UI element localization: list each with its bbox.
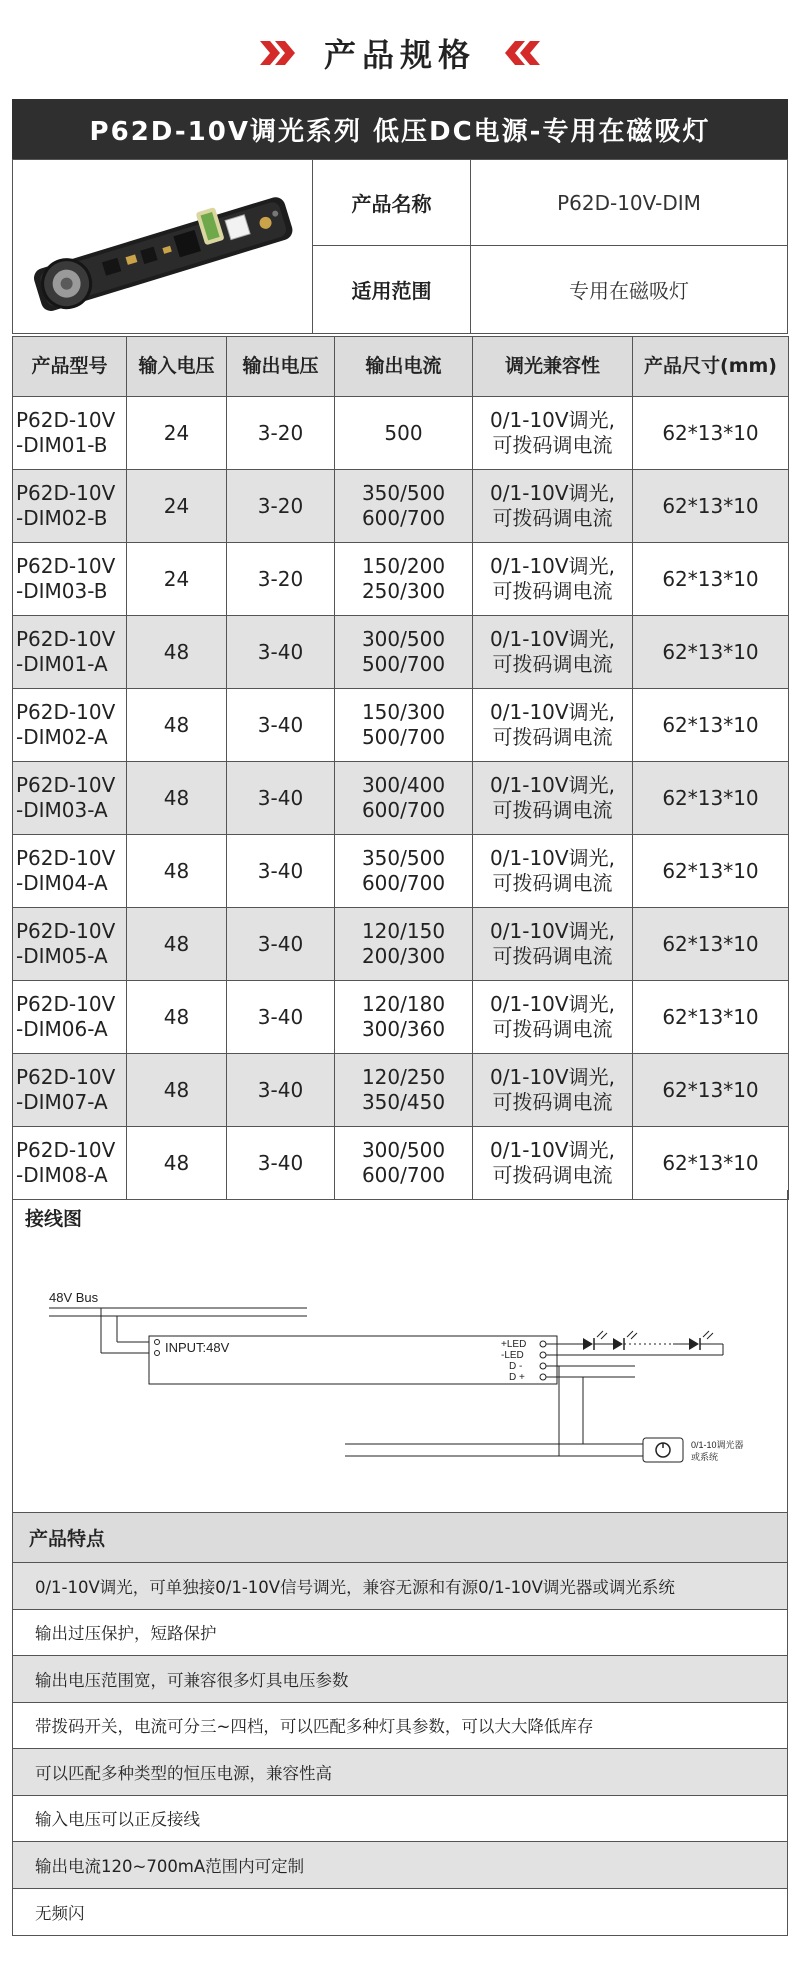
cell-model: P62D-10V -DIM03-A [13, 762, 127, 835]
pin-d-minus: D - [509, 1361, 523, 1372]
cell-output-voltage: 3-40 [227, 762, 335, 835]
cell-size: 62*13*10 [633, 1127, 789, 1200]
cell-dimming: 0/1-10V调光, 可拨码调电流 [473, 470, 633, 543]
cell-output-voltage: 3-40 [227, 1127, 335, 1200]
feature-item: 输入电压可以正反接线 [13, 1796, 787, 1843]
cell-size: 62*13*10 [633, 762, 789, 835]
cell-input-voltage: 48 [127, 908, 227, 981]
feature-item: 输出电压范围宽，可兼容很多灯具电压参数 [13, 1656, 787, 1703]
diagram-title: 接线图 [25, 1208, 83, 1230]
cell-input-voltage: 48 [127, 762, 227, 835]
double-chevron-left-icon [502, 39, 542, 67]
cell-input-voltage: 48 [127, 1054, 227, 1127]
cell-model: P62D-10V -DIM02-B [13, 470, 127, 543]
table-row [13, 689, 789, 762]
features-title: 产品特点 [13, 1513, 787, 1563]
cell-size: 62*13*10 [633, 397, 789, 470]
cell-output-voltage: 3-40 [227, 1054, 335, 1127]
cell-dimming: 0/1-10V调光, 可拨码调电流 [473, 543, 633, 616]
bus-label: 48V Bus [49, 1290, 99, 1305]
feature-item: 可以匹配多种类型的恒压电源，兼容性高 [13, 1749, 787, 1796]
cell-model: P62D-10V -DIM04-A [13, 835, 127, 908]
features-section [12, 1512, 788, 1936]
cell-output-current: 120/250 350/450 [335, 1054, 473, 1127]
cell-model: P62D-10V -DIM03-B [13, 543, 127, 616]
cell-size: 62*13*10 [633, 616, 789, 689]
cell-model: P62D-10V -DIM01-B [13, 397, 127, 470]
cell-model: P62D-10V -DIM08-A [13, 1127, 127, 1200]
product-name-value: P62D-10V-DIM [471, 160, 787, 246]
cell-model: P62D-10V -DIM06-A [13, 981, 127, 1054]
series-banner: P62D-10V调光系列 低压DC电源-专用在磁吸灯 [12, 99, 788, 159]
led-icon [689, 1331, 713, 1350]
cell-size: 62*13*10 [633, 1054, 789, 1127]
table-row [13, 1054, 789, 1127]
feature-item: 输出过压保护，短路保护 [13, 1610, 787, 1657]
led-icon [613, 1331, 637, 1350]
cell-output-voltage: 3-40 [227, 616, 335, 689]
cell-output-current: 120/150 200/300 [335, 908, 473, 981]
cell-model: P62D-10V -DIM02-A [13, 689, 127, 762]
scope-label: 适用范围 [313, 246, 471, 333]
double-chevron-right-icon [258, 39, 298, 67]
cell-size: 62*13*10 [633, 835, 789, 908]
cell-output-current: 150/200 250/300 [335, 543, 473, 616]
header-size: 产品尺寸(mm) [633, 337, 789, 397]
cell-dimming: 0/1-10V调光, 可拨码调电流 [473, 1054, 633, 1127]
cell-size: 62*13*10 [633, 470, 789, 543]
cell-output-current: 300/500 500/700 [335, 616, 473, 689]
feature-item: 0/1-10V调光，可单独接0/1-10V信号调光，兼容无源和有源0/1-10V调光器或调光系统 [13, 1563, 787, 1610]
table-row [13, 397, 789, 470]
cell-input-voltage: 24 [127, 470, 227, 543]
cell-output-current: 150/300 500/700 [335, 689, 473, 762]
cell-dimming: 0/1-10V调光, 可拨码调电流 [473, 908, 633, 981]
cell-input-voltage: 48 [127, 835, 227, 908]
table-header-row [13, 337, 789, 397]
cell-size: 62*13*10 [633, 981, 789, 1054]
table-row [13, 1127, 789, 1200]
cell-output-voltage: 3-40 [227, 689, 335, 762]
cell-output-voltage: 3-20 [227, 543, 335, 616]
feature-item: 输出电流120~700mA范围内可定制 [13, 1842, 787, 1889]
feature-item: 无频闪 [35, 1903, 85, 1923]
cell-size: 62*13*10 [633, 543, 789, 616]
table-row [13, 908, 789, 981]
cell-input-voltage: 48 [127, 1127, 227, 1200]
cell-model: P62D-10V -DIM01-A [13, 616, 127, 689]
cell-output-voltage: 3-20 [227, 397, 335, 470]
header-input-voltage: 输入电压 [127, 337, 227, 397]
cell-model: P62D-10V -DIM07-A [13, 1054, 127, 1127]
cell-output-current: 350/500 600/700 [335, 835, 473, 908]
header-output-current: 输出电流 [335, 337, 473, 397]
cell-output-voltage: 3-20 [227, 470, 335, 543]
cell-output-current: 350/500 600/700 [335, 470, 473, 543]
feature-item: 带拨码开关，电流可分三~四档，可以匹配多种灯具参数，可以大大降低库存 [13, 1703, 787, 1750]
pin-led-minus: -LED [501, 1350, 524, 1361]
cell-input-voltage: 24 [127, 397, 227, 470]
pin-led-plus: +LED [501, 1339, 527, 1350]
table-row [13, 470, 789, 543]
cell-input-voltage: 24 [127, 543, 227, 616]
table-row [13, 616, 789, 689]
cell-dimming: 0/1-10V调光, 可拨码调电流 [473, 616, 633, 689]
header-model: 产品型号 [13, 337, 127, 397]
cell-model: P62D-10V -DIM05-A [13, 908, 127, 981]
header-output-voltage: 输出电压 [227, 337, 335, 397]
pin-d-plus: D + [509, 1372, 525, 1383]
cell-dimming: 0/1-10V调光, 可拨码调电流 [473, 397, 633, 470]
cell-output-current: 300/400 600/700 [335, 762, 473, 835]
led-icon [583, 1331, 607, 1350]
page-title: 产品规格 [323, 36, 476, 74]
input-label: INPUT:48V [165, 1340, 230, 1355]
table-row [13, 835, 789, 908]
cell-output-voltage: 3-40 [227, 981, 335, 1054]
cell-size: 62*13*10 [633, 908, 789, 981]
cell-input-voltage: 48 [127, 616, 227, 689]
cell-dimming: 0/1-10V调光, 可拨码调电流 [473, 1127, 633, 1200]
wiring-schematic [13, 1190, 787, 1512]
cell-dimming: 0/1-10V调光, 可拨码调电流 [473, 835, 633, 908]
product-image [13, 160, 313, 333]
scope-value: 专用在磁吸灯 [569, 279, 689, 303]
cell-dimming: 0/1-10V调光, 可拨码调电流 [473, 689, 633, 762]
product-name-label: 产品名称 [313, 160, 471, 246]
cell-input-voltage: 48 [127, 689, 227, 762]
cell-dimming: 0/1-10V调光, 可拨码调电流 [473, 762, 633, 835]
wiring-diagram [12, 1190, 788, 1512]
table-row [13, 981, 789, 1054]
cell-output-current: 500 [335, 397, 473, 470]
dimmer-label-2: 或系统 [691, 1452, 719, 1462]
cell-output-current: 120/180 300/360 [335, 981, 473, 1054]
cell-output-voltage: 3-40 [227, 908, 335, 981]
cell-output-current: 300/500 600/700 [335, 1127, 473, 1200]
title-row [0, 18, 800, 88]
cell-input-voltage: 48 [127, 981, 227, 1054]
table-row [13, 543, 789, 616]
header-dimming: 调光兼容性 [473, 337, 633, 397]
product-info [12, 159, 788, 334]
cell-size: 62*13*10 [633, 689, 789, 762]
cell-output-voltage: 3-40 [227, 835, 335, 908]
cell-dimming: 0/1-10V调光, 可拨码调电流 [473, 981, 633, 1054]
spec-table [12, 336, 789, 1200]
table-row [13, 762, 789, 835]
dimmer-label-1: 0/1-10调光器 [691, 1440, 744, 1450]
